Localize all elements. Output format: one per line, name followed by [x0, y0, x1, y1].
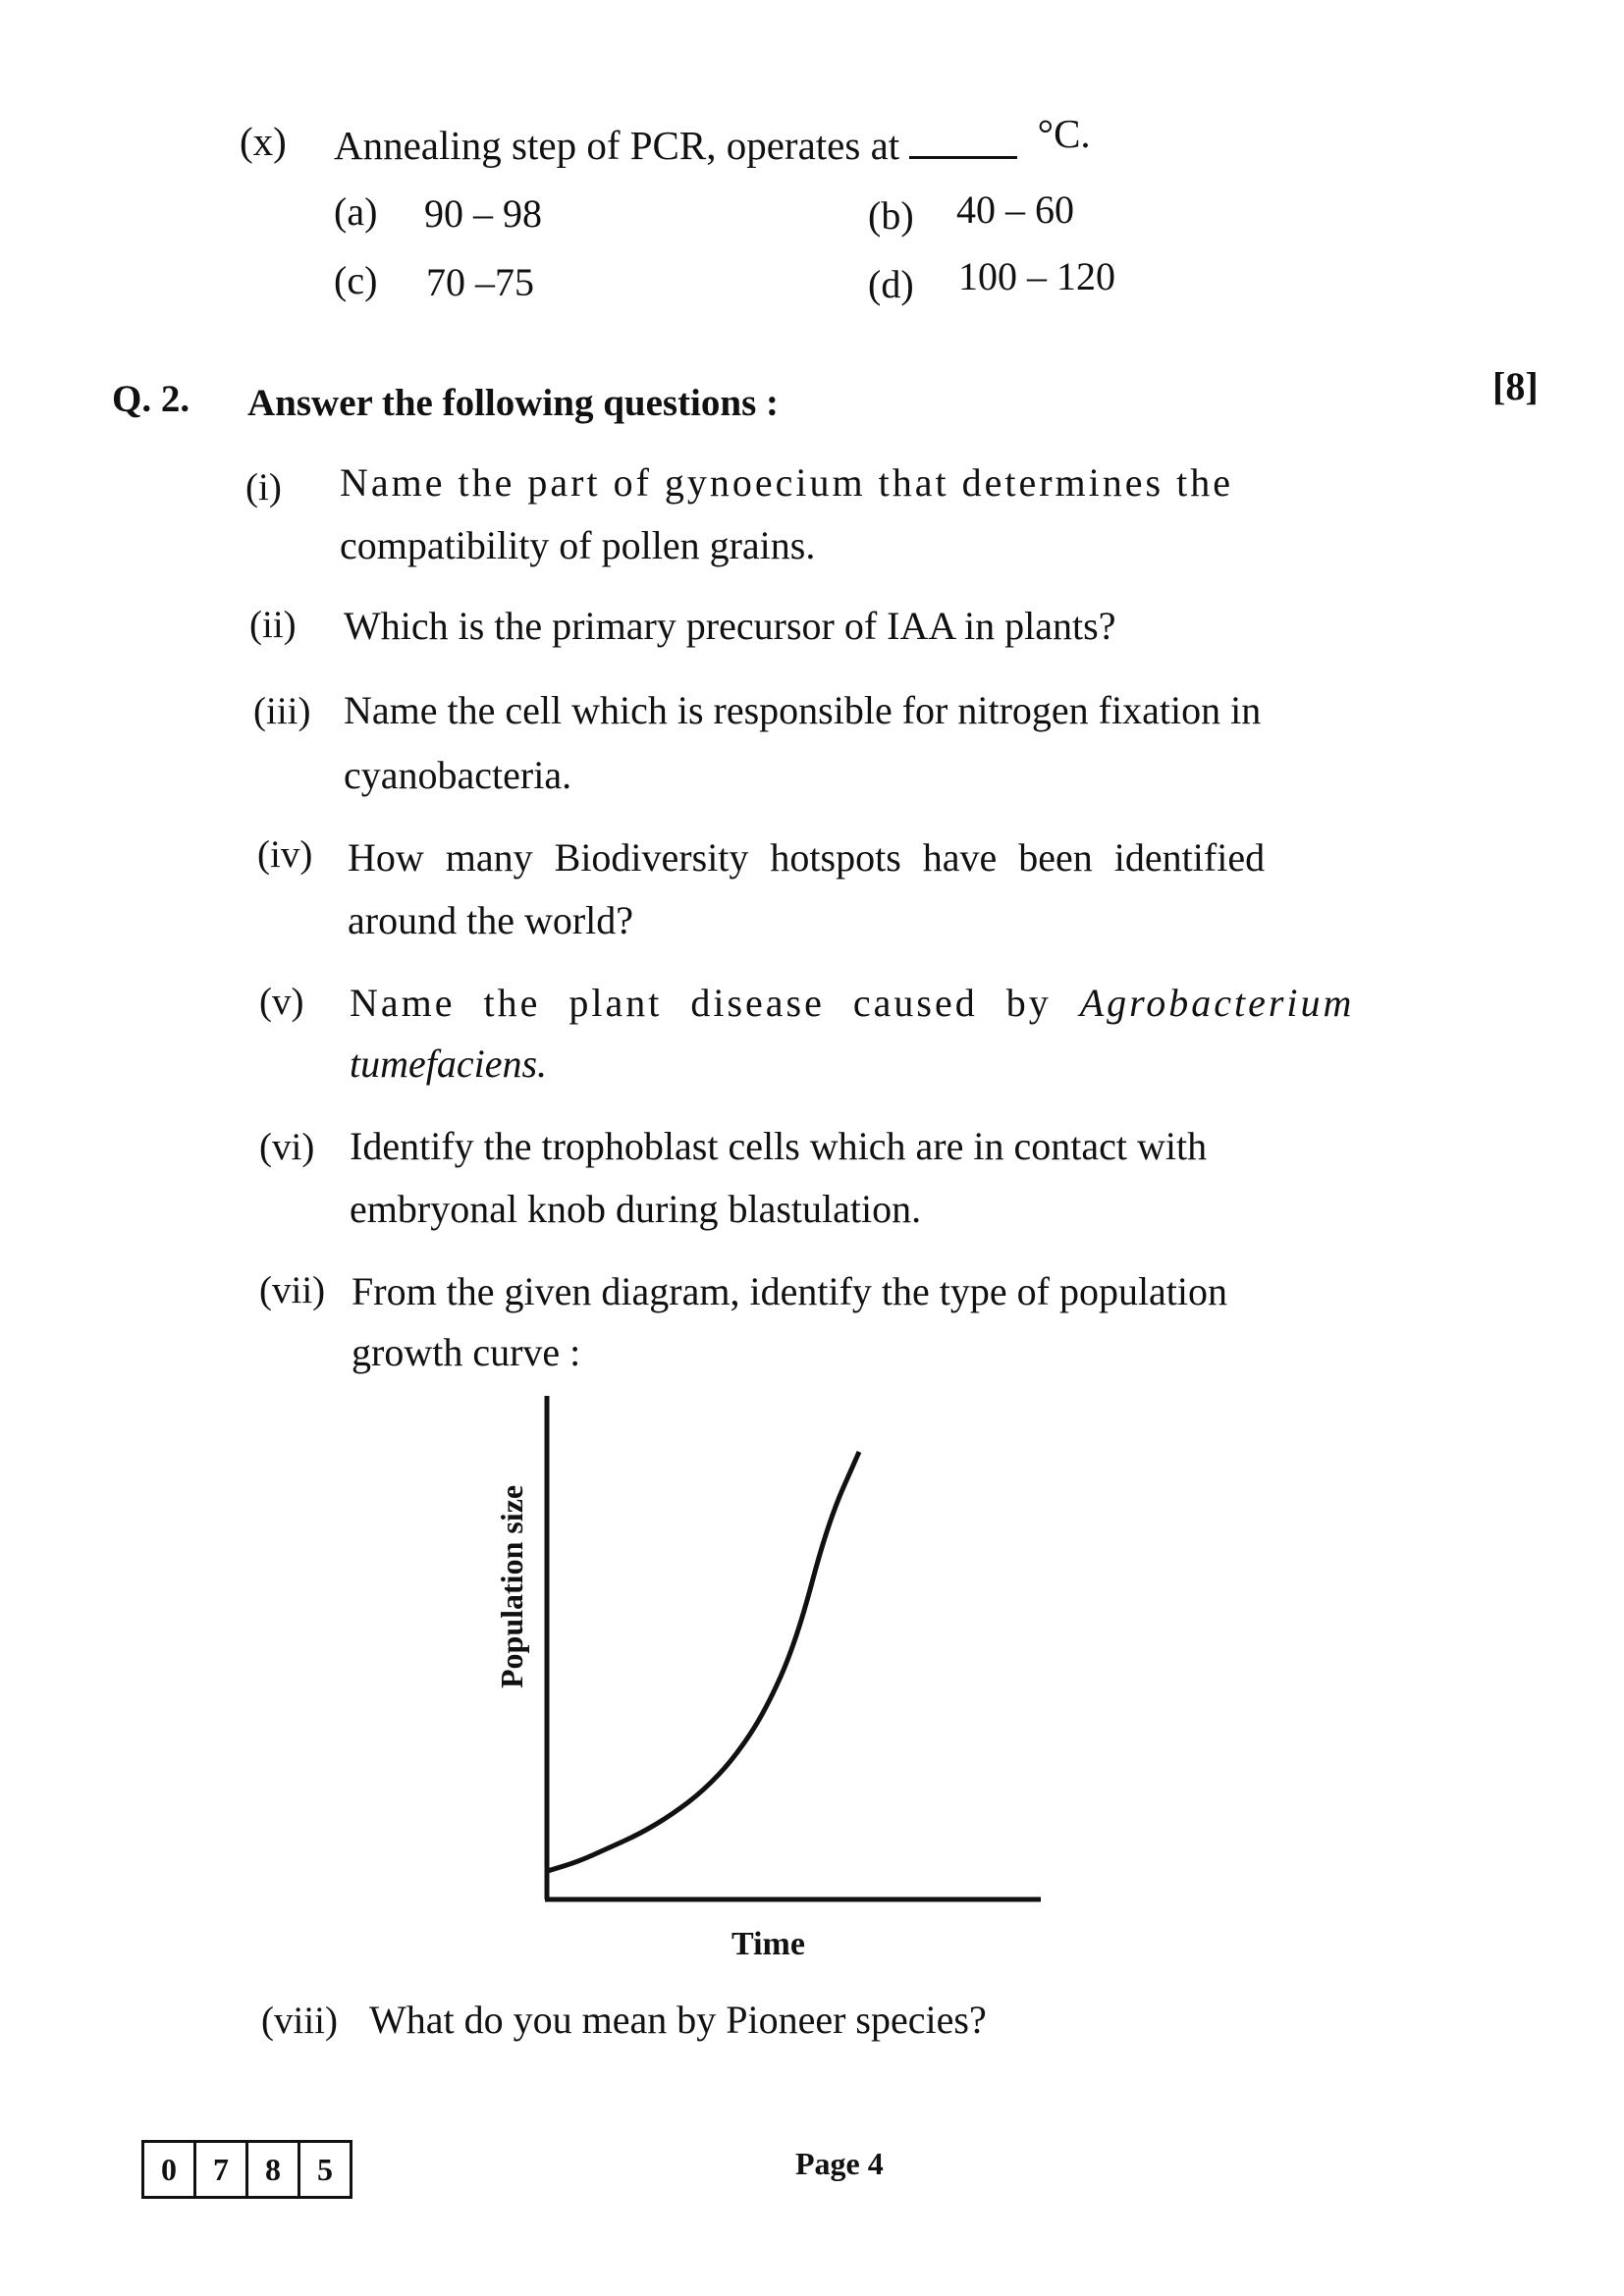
- item-vi-number: (vi): [259, 1126, 315, 1168]
- option-a-text: 90 – 98: [424, 191, 542, 236]
- item-iv-line2: around the world?: [348, 898, 634, 942]
- item-viii-line1: What do you mean by Pioneer species?: [369, 1998, 987, 2042]
- item-iii-line2: cyanobacteria.: [344, 753, 572, 797]
- option-b-label: (b): [868, 193, 914, 238]
- item-iii-number: (iii): [253, 690, 311, 732]
- item-vii-line1: From the given diagram, identify the type of population: [352, 1269, 1228, 1313]
- item-vi-line2: embryonal knob during blastulation.: [350, 1187, 922, 1231]
- paper-code: [141, 2140, 352, 2199]
- item-vii-line2: growth curve :: [352, 1330, 581, 1374]
- item-vi-line1: Identify the trophoblast cells which are in contact with: [350, 1124, 1208, 1168]
- item-v-genus: Agrobacterium: [1079, 981, 1355, 1025]
- item-v-number: (v): [259, 981, 304, 1023]
- x-axis-label: Time: [731, 1926, 805, 1962]
- q2-marks: [8]: [1492, 364, 1539, 408]
- item-ii-number: (ii): [249, 604, 297, 646]
- code-digit: 7: [196, 2143, 248, 2196]
- q1-x-text: Annealing step of PCR, operates at: [334, 123, 900, 168]
- option-a-label: (a): [334, 189, 378, 234]
- item-i-line1: Name the part of gynoecium that determines the: [340, 460, 1233, 505]
- q1-x-number: (x): [240, 119, 287, 164]
- code-digit: 8: [248, 2143, 300, 2196]
- item-v-line1: [350, 974, 1371, 1033]
- code-digit: 5: [317, 2151, 333, 2187]
- option-d-label: (d): [868, 262, 914, 306]
- option-b-text: 40 – 60: [956, 187, 1074, 232]
- growth-curve: [547, 1452, 859, 1871]
- option-c-text: 70 –75: [426, 260, 534, 304]
- item-i-number: (i): [245, 466, 282, 508]
- population-growth-chart: [471, 1374, 1080, 1983]
- q2-title: Answer the following questions :: [247, 382, 779, 424]
- option-d-text: 100 – 120: [958, 254, 1115, 298]
- item-iii-line1: Name the cell which is responsible for nitrogen fixation in: [344, 688, 1262, 732]
- q1-x-question: [334, 111, 1091, 169]
- item-v-line2: tumefaciens.: [350, 1041, 548, 1086]
- code-digit: 0: [144, 2143, 196, 2196]
- q2-number: Q. 2.: [112, 378, 190, 420]
- answer-blank: [909, 127, 1017, 159]
- item-viii-number: (viii): [261, 2000, 338, 2042]
- page-number: Page 4: [795, 2146, 884, 2181]
- q1-x-unit: °C.: [1037, 111, 1091, 156]
- option-c-label: (c): [334, 258, 378, 302]
- item-i-line2: compatibility of pollen grains.: [340, 523, 816, 567]
- item-vii-number: (vii): [259, 1269, 326, 1311]
- item-iv-number: (iv): [257, 833, 313, 876]
- item-v-text: Name the plant disease caused by: [350, 981, 1052, 1025]
- item-ii-line1: Which is the primary precursor of IAA in plants?: [344, 604, 1116, 648]
- item-iv-line1: How many Biodiversity hotspots have been identified: [348, 835, 1266, 880]
- y-axis-label: Population size: [494, 1484, 529, 1688]
